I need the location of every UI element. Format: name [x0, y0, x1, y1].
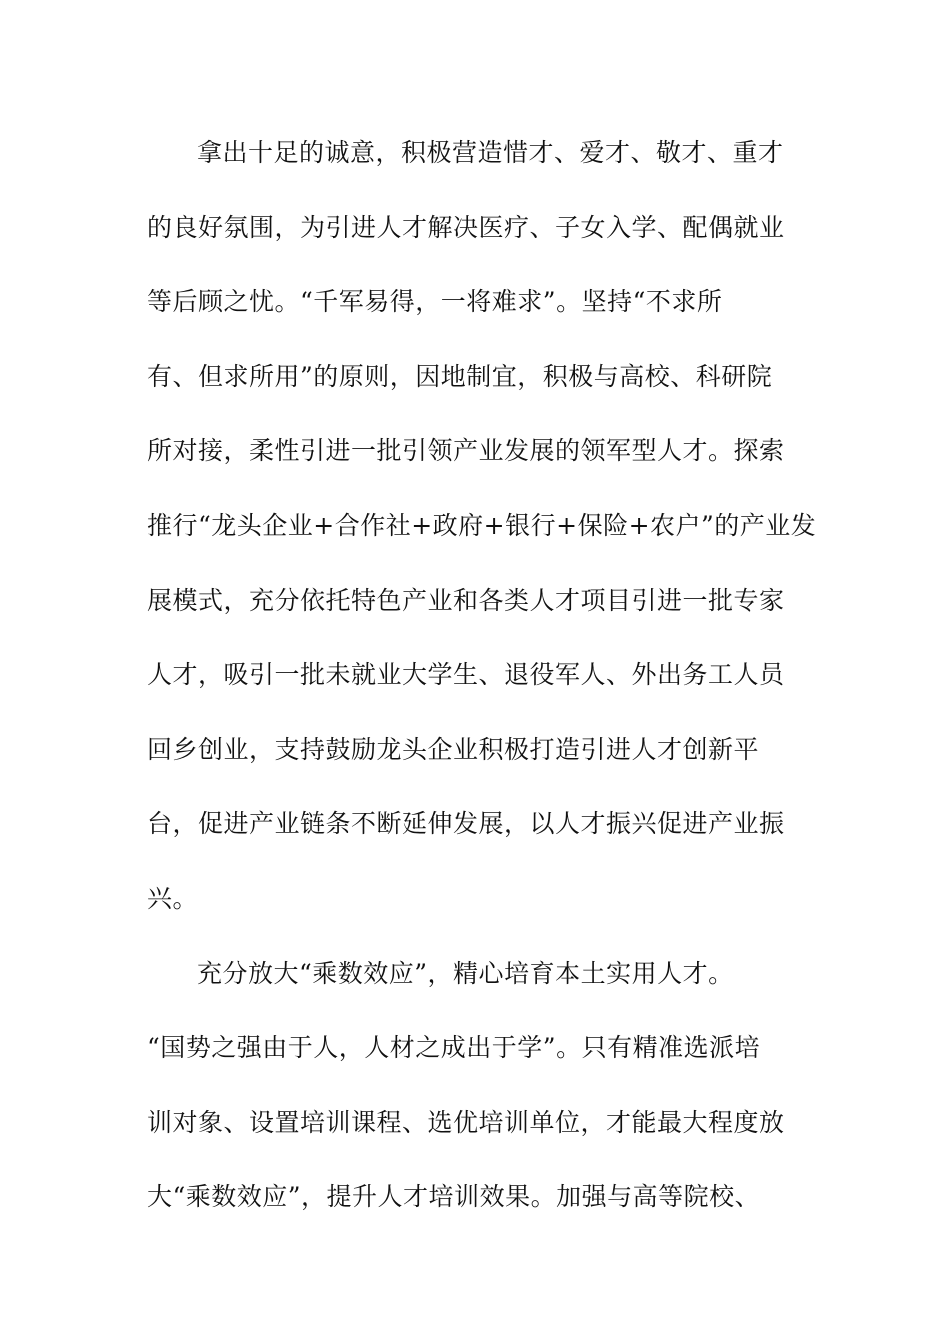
text-line: 推行“龙头企业+合作社+政府+银行+保险+农户”的产业发 [147, 510, 817, 540]
text-line: 充分放大“乘数效应”，精心培育本土实用人才。 [197, 958, 734, 988]
text-line: “国势之强由于人，人材之成出于学”。只有精准选派培 [147, 1033, 761, 1063]
text-line: 等后顾之忧。“千军易得，一将难求”。坚持“不求所 [147, 287, 723, 317]
text-line: 台，促进产业链条不断延伸发展，以人才振兴促进产业振 [147, 809, 785, 839]
text-line: 训对象、设置培训课程、选优培训单位，才能最大程度放 [147, 1107, 785, 1137]
text-line: 展模式，充分依托特色产业和各类人才项目引进一批专家 [147, 585, 785, 615]
text-line: 人才，吸引一批未就业大学生、退役军人、外出务工人员 [147, 660, 785, 690]
body-text [147, 128, 817, 1247]
text-line: 大“乘数效应”，提升人才培训效果。加强与高等院校、 [147, 1182, 761, 1212]
text-line: 所对接，柔性引进一批引领产业发展的领军型人才。探索 [147, 436, 785, 466]
text-line: 有、但求所用”的原则，因地制宜，积极与高校、科研院 [147, 361, 773, 391]
text-line: 回乡创业，支持鼓励龙头企业积极打造引进人才创新平 [147, 734, 760, 764]
text-line: 拿出十足的诚意，积极营造惜才、爱才、敬才、重才 [197, 138, 784, 167]
text-line: 的良好氛围，为引进人才解决医疗、子女入学、配偶就业 [147, 212, 785, 242]
text-line: 兴。 [147, 883, 199, 913]
